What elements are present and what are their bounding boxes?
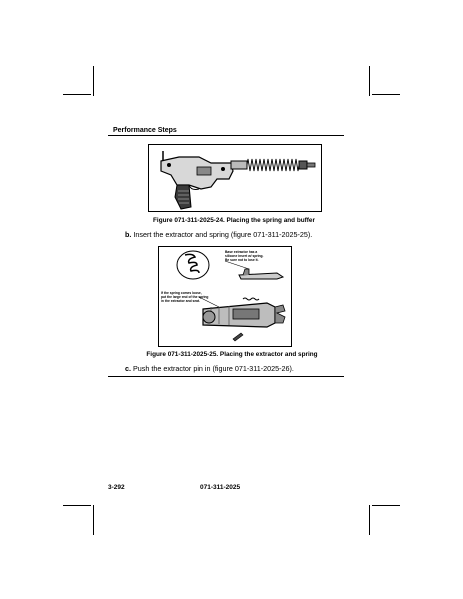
figure-24-caption: Figure 071-311-2025-24. Placing the spring and buffer [153, 217, 315, 224]
step-b-text: Insert the extractor and spring (figure 071-311-2025-25). [133, 230, 313, 239]
crop-mark [369, 66, 370, 96]
page-number: 3-292 [108, 484, 125, 491]
callout-spring-loose [161, 291, 221, 304]
crop-mark [372, 505, 400, 506]
callout-extractor-insert [225, 250, 289, 263]
callout-line: put the large end of the spring [161, 295, 209, 300]
step-b [125, 230, 345, 239]
header-rule [108, 135, 344, 136]
figure-25-caption: Figure 071-311-2025-25. Placing the extractor and spring [146, 351, 318, 358]
step-c-letter: c. [125, 364, 131, 373]
step-b-letter: b. [125, 230, 132, 239]
callout-line: silicone insert w/ spring. [225, 254, 264, 259]
callout-line: If the spring comes loose, [161, 291, 202, 295]
step-c [125, 364, 345, 373]
rifle-lower-receiver-illustration [149, 145, 321, 211]
crop-mark [63, 94, 91, 95]
callout-line: Be sure not to lose it. [225, 258, 259, 263]
crop-mark [372, 94, 400, 95]
crop-mark [93, 505, 94, 535]
content-end-rule [108, 376, 344, 377]
callout-line: in the extractor and seat. [161, 299, 201, 304]
crop-mark [369, 505, 370, 535]
section-heading: Performance Steps [113, 127, 177, 134]
figure-spring-buffer [148, 144, 322, 212]
step-c-text: Push the extractor pin in (figure 071-311-2025-26). [133, 364, 294, 373]
crop-mark [63, 505, 91, 506]
callout-line: Base extractor has a [225, 250, 258, 254]
task-number: 071-311-2025 [200, 484, 241, 491]
figure-extractor-spring [158, 246, 292, 347]
crop-mark [93, 66, 94, 96]
